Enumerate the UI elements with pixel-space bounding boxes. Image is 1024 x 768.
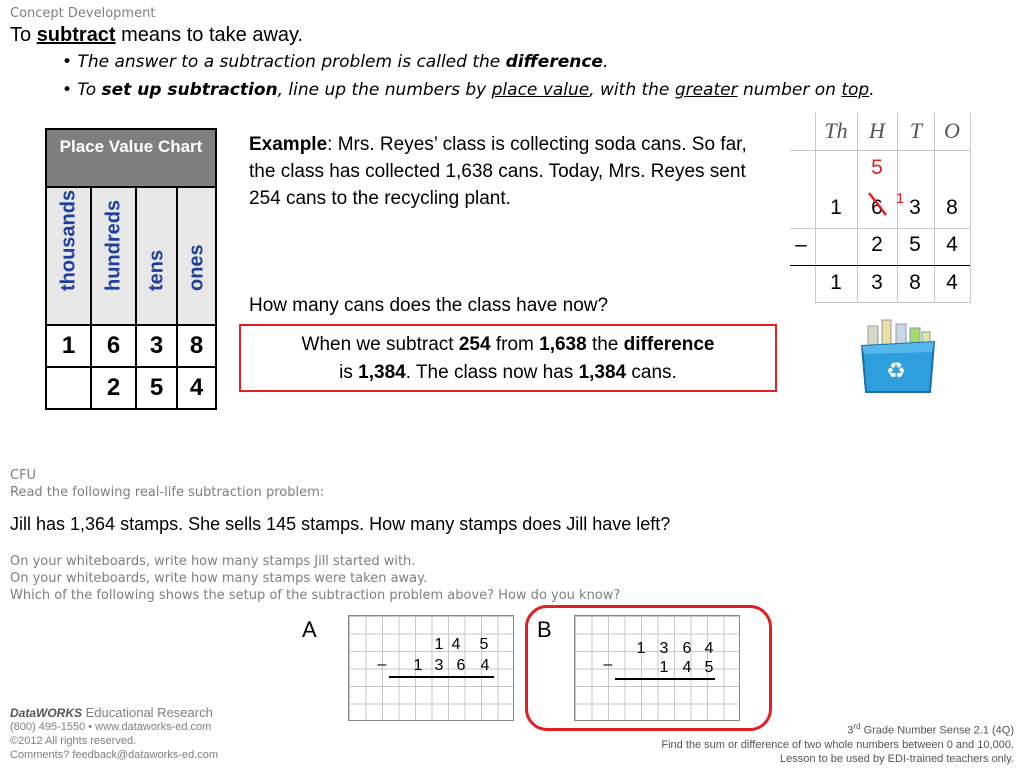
recycling-bin-icon — [858, 318, 938, 394]
grid-digit: 5 — [479, 636, 489, 653]
footer-left — [10, 706, 218, 762]
column-label: thousands — [57, 189, 79, 291]
bullet-setup — [62, 80, 875, 100]
grid-digit: 6 — [456, 657, 466, 674]
bullet2-d: place value — [491, 80, 590, 100]
strike-mark — [866, 190, 890, 218]
cfu-step: Which of the following shows the setup of the subtraction problem above? How do you know? — [10, 588, 621, 603]
definition-suffix: means to take away. — [115, 24, 304, 46]
answer-part: . The class now has — [405, 362, 579, 383]
footer-phone[interactable]: (800) 495-1550 • www.dataworks-ed.com — [10, 721, 212, 733]
grid-digit: 4 — [480, 657, 490, 674]
bullet1-end: . — [602, 52, 609, 72]
cfu-block — [10, 467, 324, 501]
answer-part: cans. — [626, 362, 677, 383]
place-value-chart-title: Place Value Chart — [47, 130, 215, 188]
digit-cell: 5 — [137, 368, 178, 408]
bullet2-g: number on — [737, 80, 842, 100]
grid-digit: 3 — [659, 640, 669, 657]
grid-digit: 1 — [413, 657, 423, 674]
answer-part: 1,384 — [578, 362, 627, 383]
grid-digit: 1 — [636, 640, 646, 657]
grid-line — [815, 302, 970, 303]
digit-cell: 2 — [92, 368, 137, 408]
answer-part: When we subtract — [301, 334, 459, 355]
option-a-grid[interactable] — [348, 615, 514, 721]
bullet1-bold: difference — [505, 52, 603, 72]
place-value-chart — [45, 128, 217, 410]
option-a-label[interactable]: A — [302, 617, 317, 642]
definition-word: subtract — [36, 24, 116, 46]
answer-part: from — [490, 334, 540, 355]
regroup-digit: 5 — [871, 156, 883, 179]
digit-cell — [47, 368, 92, 408]
lesson-grade: 3 — [847, 724, 854, 737]
bullet2-c: , line up the numbers by — [277, 80, 492, 100]
subtrahend-digit: 4 — [946, 233, 958, 256]
grid-line — [790, 228, 970, 229]
column-label: tens — [145, 249, 167, 291]
definition-prefix: To — [10, 24, 37, 46]
cfu-steps — [10, 553, 620, 604]
example-label: Example — [249, 134, 328, 155]
chart-row-2 — [47, 366, 215, 408]
sum-line — [615, 678, 715, 680]
grid-line — [790, 265, 970, 266]
header-ones: O — [944, 118, 960, 143]
result-digit: 3 — [871, 271, 883, 294]
example-body: : Mrs. Reyes’ class is collecting soda cans. So far, the class has collected 1,638 cans. Today, Mrs. Reyes sent 254 cans to the recycling plant. — [249, 134, 747, 209]
grid-digit: 1 — [434, 636, 444, 653]
lesson-usage: Lesson to be used by EDI-trained teachers only. — [780, 752, 1014, 765]
example-question: How many cans does the class have now? — [249, 295, 609, 316]
bullet2-f: greater — [674, 80, 738, 100]
bullet1-text: • The answer to a subtraction problem is called the — [62, 52, 506, 72]
result-digit: 4 — [946, 271, 958, 294]
column-tens — [137, 188, 178, 324]
digit-cell: 8 — [189, 332, 204, 359]
answer-part: the — [586, 334, 624, 355]
regroup-one: 1 — [895, 190, 905, 207]
bullet-difference — [62, 52, 608, 72]
digit-cell: 3 — [137, 326, 178, 366]
answer-part: 254 — [458, 334, 491, 355]
answer-part: 1,638 — [539, 334, 587, 355]
definition — [10, 24, 303, 47]
cfu-instruction: Read the following real-life subtraction problem: — [10, 485, 325, 500]
grid-digit: 6 — [682, 640, 692, 657]
grid-digit: 1 — [659, 659, 669, 676]
bullet2-a: • To — [62, 80, 102, 100]
example-text — [249, 131, 759, 212]
answer-part: is — [339, 362, 359, 383]
cfu-problem: Jill has 1,364 stamps. She sells 145 stamps. How many stamps does Jill have left? — [10, 514, 671, 534]
answer-box — [239, 324, 777, 392]
column-thousands — [47, 188, 92, 324]
grid-digit: 3 — [434, 657, 444, 674]
subtrahend-digit: 5 — [909, 233, 921, 256]
minuend-digit: 8 — [946, 196, 958, 219]
subtrahend-digit: 2 — [871, 233, 883, 256]
sum-line — [389, 676, 494, 678]
section-label: Concept Development — [10, 6, 156, 21]
answer-part: difference — [623, 334, 715, 355]
bullet2-h: top — [841, 80, 870, 100]
header-thousands: Th — [824, 118, 848, 143]
footer-comments[interactable]: Comments? feedback@dataworks-ed.com — [10, 749, 219, 761]
lesson-objective: Find the sum or difference of two whole numbers between 0 and 10,000. — [661, 738, 1014, 751]
grid-line — [790, 150, 970, 151]
column-label: hundreds — [102, 199, 124, 291]
grid-digit: 4 — [704, 640, 714, 657]
grid-digit: 5 — [704, 659, 714, 676]
minuend-digit: 1 — [830, 196, 842, 219]
bullet2-i: . — [869, 80, 875, 100]
brand-rest: Educational Research — [82, 705, 213, 720]
option-b-grid[interactable] — [574, 615, 740, 721]
brand — [10, 706, 218, 720]
digit-cell: 1 — [47, 326, 92, 366]
cfu-step: On your whiteboards, write how many stamps were taken away. — [10, 571, 428, 586]
cfu-step: On your whiteboards, write how many stamps Jill started with. — [10, 554, 416, 569]
header-hundreds: H — [869, 118, 885, 143]
grid-digit: 4 — [682, 659, 692, 676]
grid-digit: 4 — [451, 636, 461, 653]
minus-sign: – — [377, 656, 387, 673]
digit-cell: 4 — [189, 374, 204, 401]
minus-sign: – — [603, 656, 613, 673]
footer-copyright: ©2012 All rights reserved. — [10, 735, 137, 747]
header-tens: T — [909, 118, 923, 143]
answer-part: 1,384 — [358, 362, 406, 383]
grid-line — [815, 113, 816, 303]
result-digit: 8 — [909, 271, 921, 294]
footer-right — [661, 720, 1014, 766]
minuend-digit: 3 — [909, 196, 921, 219]
option-b-label[interactable]: B — [537, 617, 552, 642]
bullet2-b: set up subtraction — [101, 80, 278, 100]
cfu-label: CFU — [10, 468, 37, 483]
brand-bold: DataWORKS — [10, 706, 83, 720]
column-ones — [178, 188, 215, 324]
svg-text:♻: ♻ — [886, 359, 906, 384]
minus-sign: – — [795, 233, 807, 256]
chart-row-1 — [47, 324, 215, 366]
column-label: ones — [185, 244, 207, 291]
digit-cell: 6 — [92, 326, 137, 366]
bullet2-e: , with the — [589, 80, 675, 100]
minuend-digit: 6 — [871, 196, 883, 219]
result-digit: 1 — [830, 271, 842, 294]
lesson-sup: rd — [853, 722, 861, 731]
lesson-rest: Grade Number Sense 2.1 (4Q) — [860, 724, 1014, 737]
column-hundreds — [92, 188, 137, 324]
lesson-title — [661, 720, 1014, 738]
